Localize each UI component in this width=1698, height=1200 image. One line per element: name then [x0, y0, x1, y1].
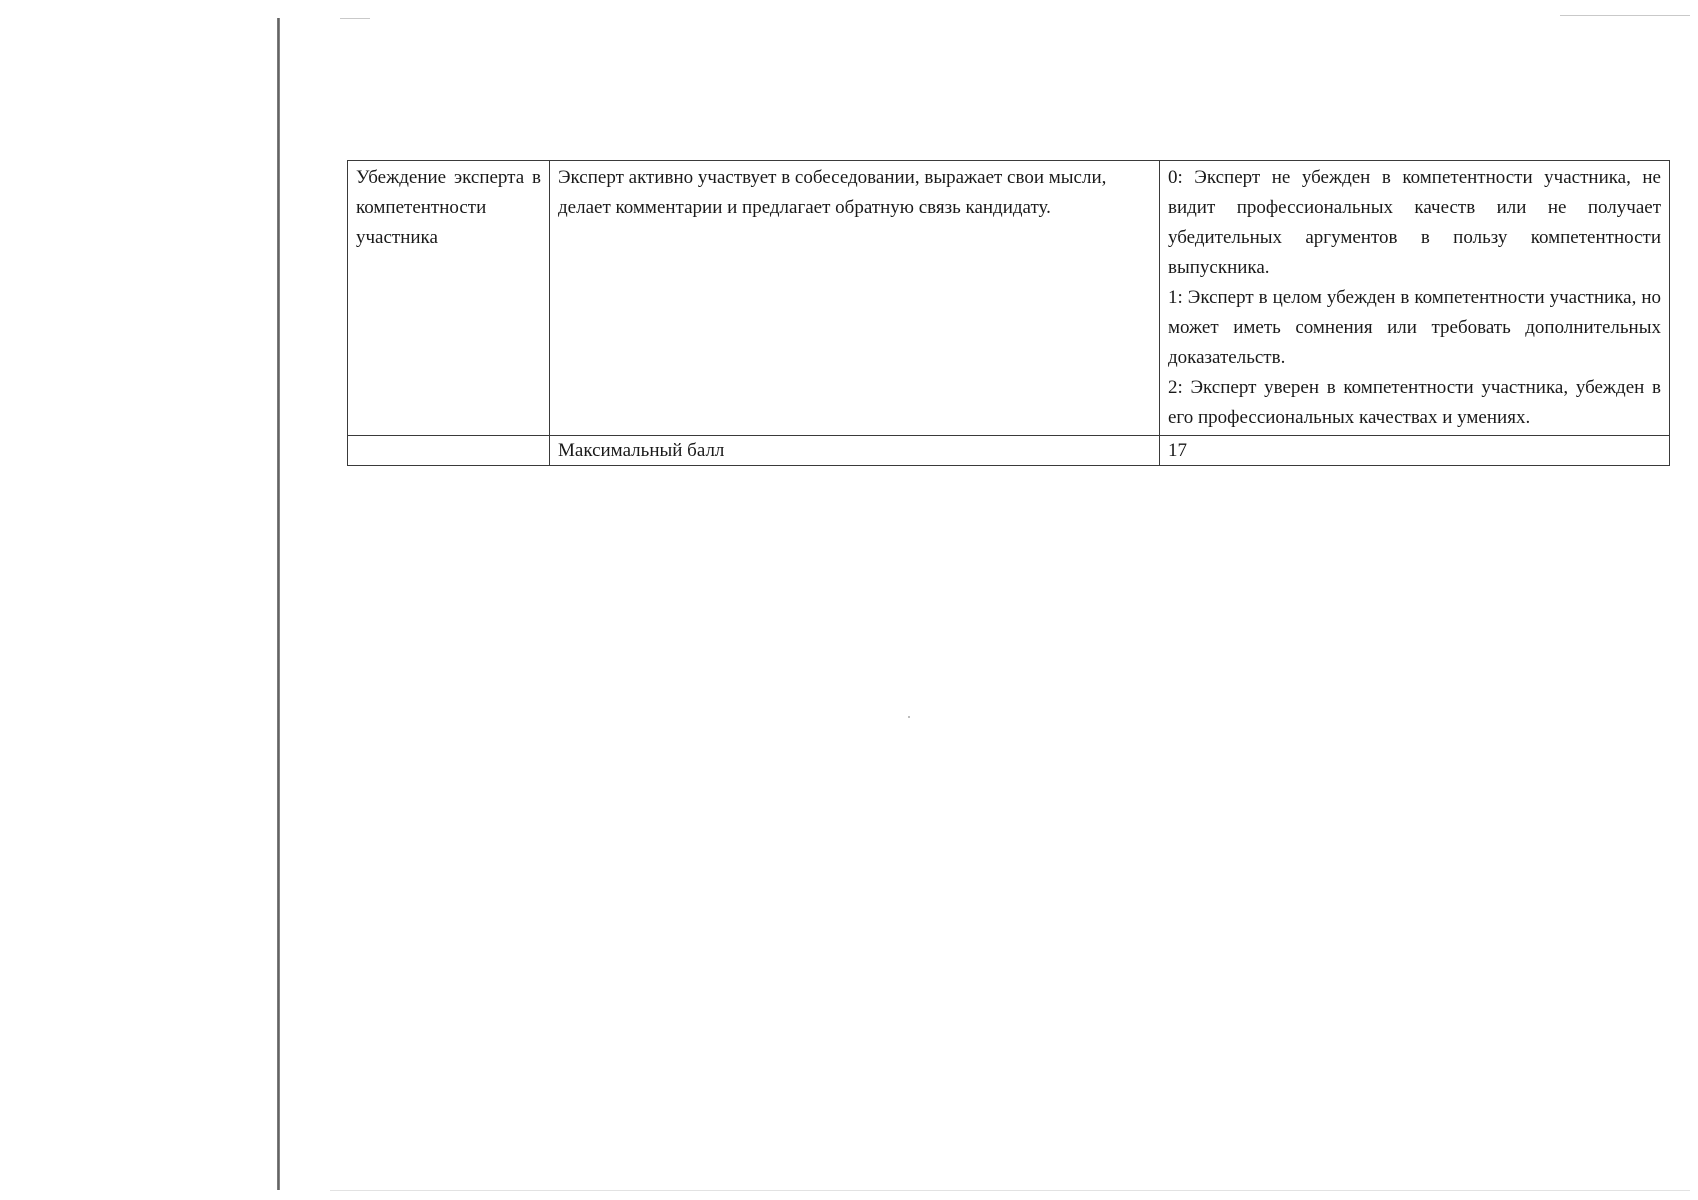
criteria-table [347, 160, 1670, 466]
score-levels-cell [1160, 161, 1670, 436]
scan-artifact [908, 716, 910, 718]
scan-artifact [330, 1190, 1690, 1191]
total-label: Максимальный балл [550, 436, 1160, 466]
total-empty-cell [348, 436, 550, 466]
criterion-cell: Убеждение эксперта в компетентности участника [348, 161, 550, 436]
scan-artifact [1560, 15, 1690, 16]
binding-margin-line [277, 18, 280, 1190]
total-row [348, 436, 1670, 466]
description-cell: Эксперт активно участвует в собеседовании, выражает свои мысли, делает комментарии и предлагает обратную связь кандидату. [550, 161, 1160, 436]
score-level-0: 0: Эксперт не убежден в компетентности участника, не видит профессиональных качеств или не получает убедительных аргументов в пользу компетентности выпускника. [1168, 167, 1661, 278]
score-level-1: 1: Эксперт в целом убежден в компетентности участника, но может иметь сомнения или требовать дополнительных доказательств. [1168, 287, 1661, 368]
table-row [348, 161, 1670, 436]
scan-artifact [340, 18, 370, 19]
total-value: 17 [1160, 436, 1670, 466]
score-level-2: 2: Эксперт уверен в компетентности участника, убежден в его профессиональных качествах и умениях. [1168, 377, 1661, 428]
